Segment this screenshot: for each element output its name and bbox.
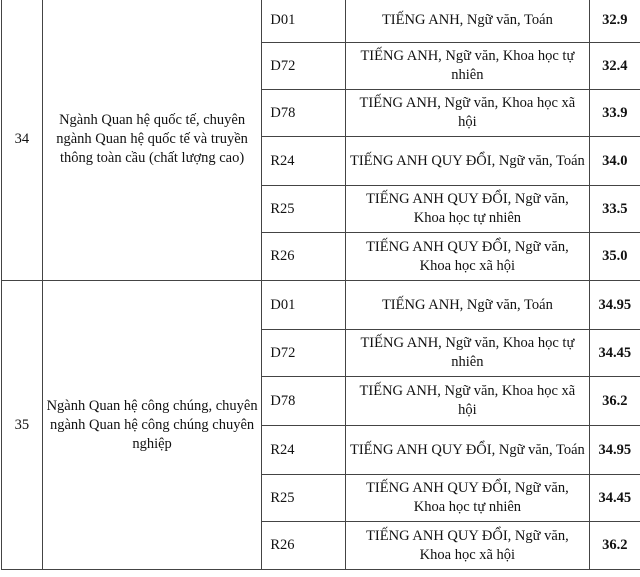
subject-combination: TIẾNG ANH QUY ĐỔI, Ngữ văn, Toán: [346, 426, 590, 475]
cutoff-score: 34.45: [589, 475, 640, 522]
combination-code: R25: [262, 475, 346, 522]
admission-scores-table: [1, 0, 640, 570]
combination-code: R25: [262, 186, 346, 233]
major-name: Ngành Quan hệ quốc tế, chuyên ngành Quan hệ quốc tế và truyền thông toàn cầu (chất lượng cao): [42, 0, 262, 281]
subject-combination: TIẾNG ANH QUY ĐỔI, Ngữ văn, Khoa học xã hội: [346, 522, 590, 570]
subject-combination: TIẾNG ANH, Ngữ văn, Khoa học tự nhiên: [346, 330, 590, 377]
cutoff-score: 34.95: [589, 281, 640, 330]
subject-combination: TIẾNG ANH, Ngữ văn, Khoa học tự nhiên: [346, 43, 590, 90]
combination-code: D78: [262, 377, 346, 426]
subject-combination: TIẾNG ANH QUY ĐỔI, Ngữ văn, Khoa học tự nhiên: [346, 475, 590, 522]
combination-code: R24: [262, 426, 346, 475]
subject-combination: TIẾNG ANH, Ngữ văn, Khoa học xã hội: [346, 377, 590, 426]
subject-combination: TIẾNG ANH, Ngữ văn, Toán: [346, 281, 590, 330]
cutoff-score: 32.9: [589, 0, 640, 43]
cutoff-score: 34.95: [589, 426, 640, 475]
row-number: 34: [2, 0, 43, 281]
cutoff-score: 34.45: [589, 330, 640, 377]
combination-code: D72: [262, 43, 346, 90]
subject-combination: TIẾNG ANH QUY ĐỔI, Ngữ văn, Khoa học tự nhiên: [346, 186, 590, 233]
combination-code: D01: [262, 281, 346, 330]
major-name: Ngành Quan hệ công chúng, chuyên ngành Quan hệ công chúng chuyên nghiệp: [42, 281, 262, 570]
row-number: 35: [2, 281, 43, 570]
table-row: [2, 0, 640, 43]
cutoff-score: 34.0: [589, 137, 640, 186]
combination-code: D01: [262, 0, 346, 43]
combination-code: R24: [262, 137, 346, 186]
cutoff-score: 36.2: [589, 377, 640, 426]
cutoff-score: 33.5: [589, 186, 640, 233]
cutoff-score: 32.4: [589, 43, 640, 90]
subject-combination: TIẾNG ANH QUY ĐỔI, Ngữ văn, Toán: [346, 137, 590, 186]
subject-combination: TIẾNG ANH, Ngữ văn, Khoa học xã hội: [346, 90, 590, 137]
cutoff-score: 33.9: [589, 90, 640, 137]
combination-code: R26: [262, 233, 346, 281]
subject-combination: TIẾNG ANH QUY ĐỔI, Ngữ văn, Khoa học xã hội: [346, 233, 590, 281]
combination-code: D78: [262, 90, 346, 137]
cutoff-score: 35.0: [589, 233, 640, 281]
table-row: [2, 281, 640, 330]
subject-combination: TIẾNG ANH, Ngữ văn, Toán: [346, 0, 590, 43]
cutoff-score: 36.2: [589, 522, 640, 570]
combination-code: D72: [262, 330, 346, 377]
combination-code: R26: [262, 522, 346, 570]
